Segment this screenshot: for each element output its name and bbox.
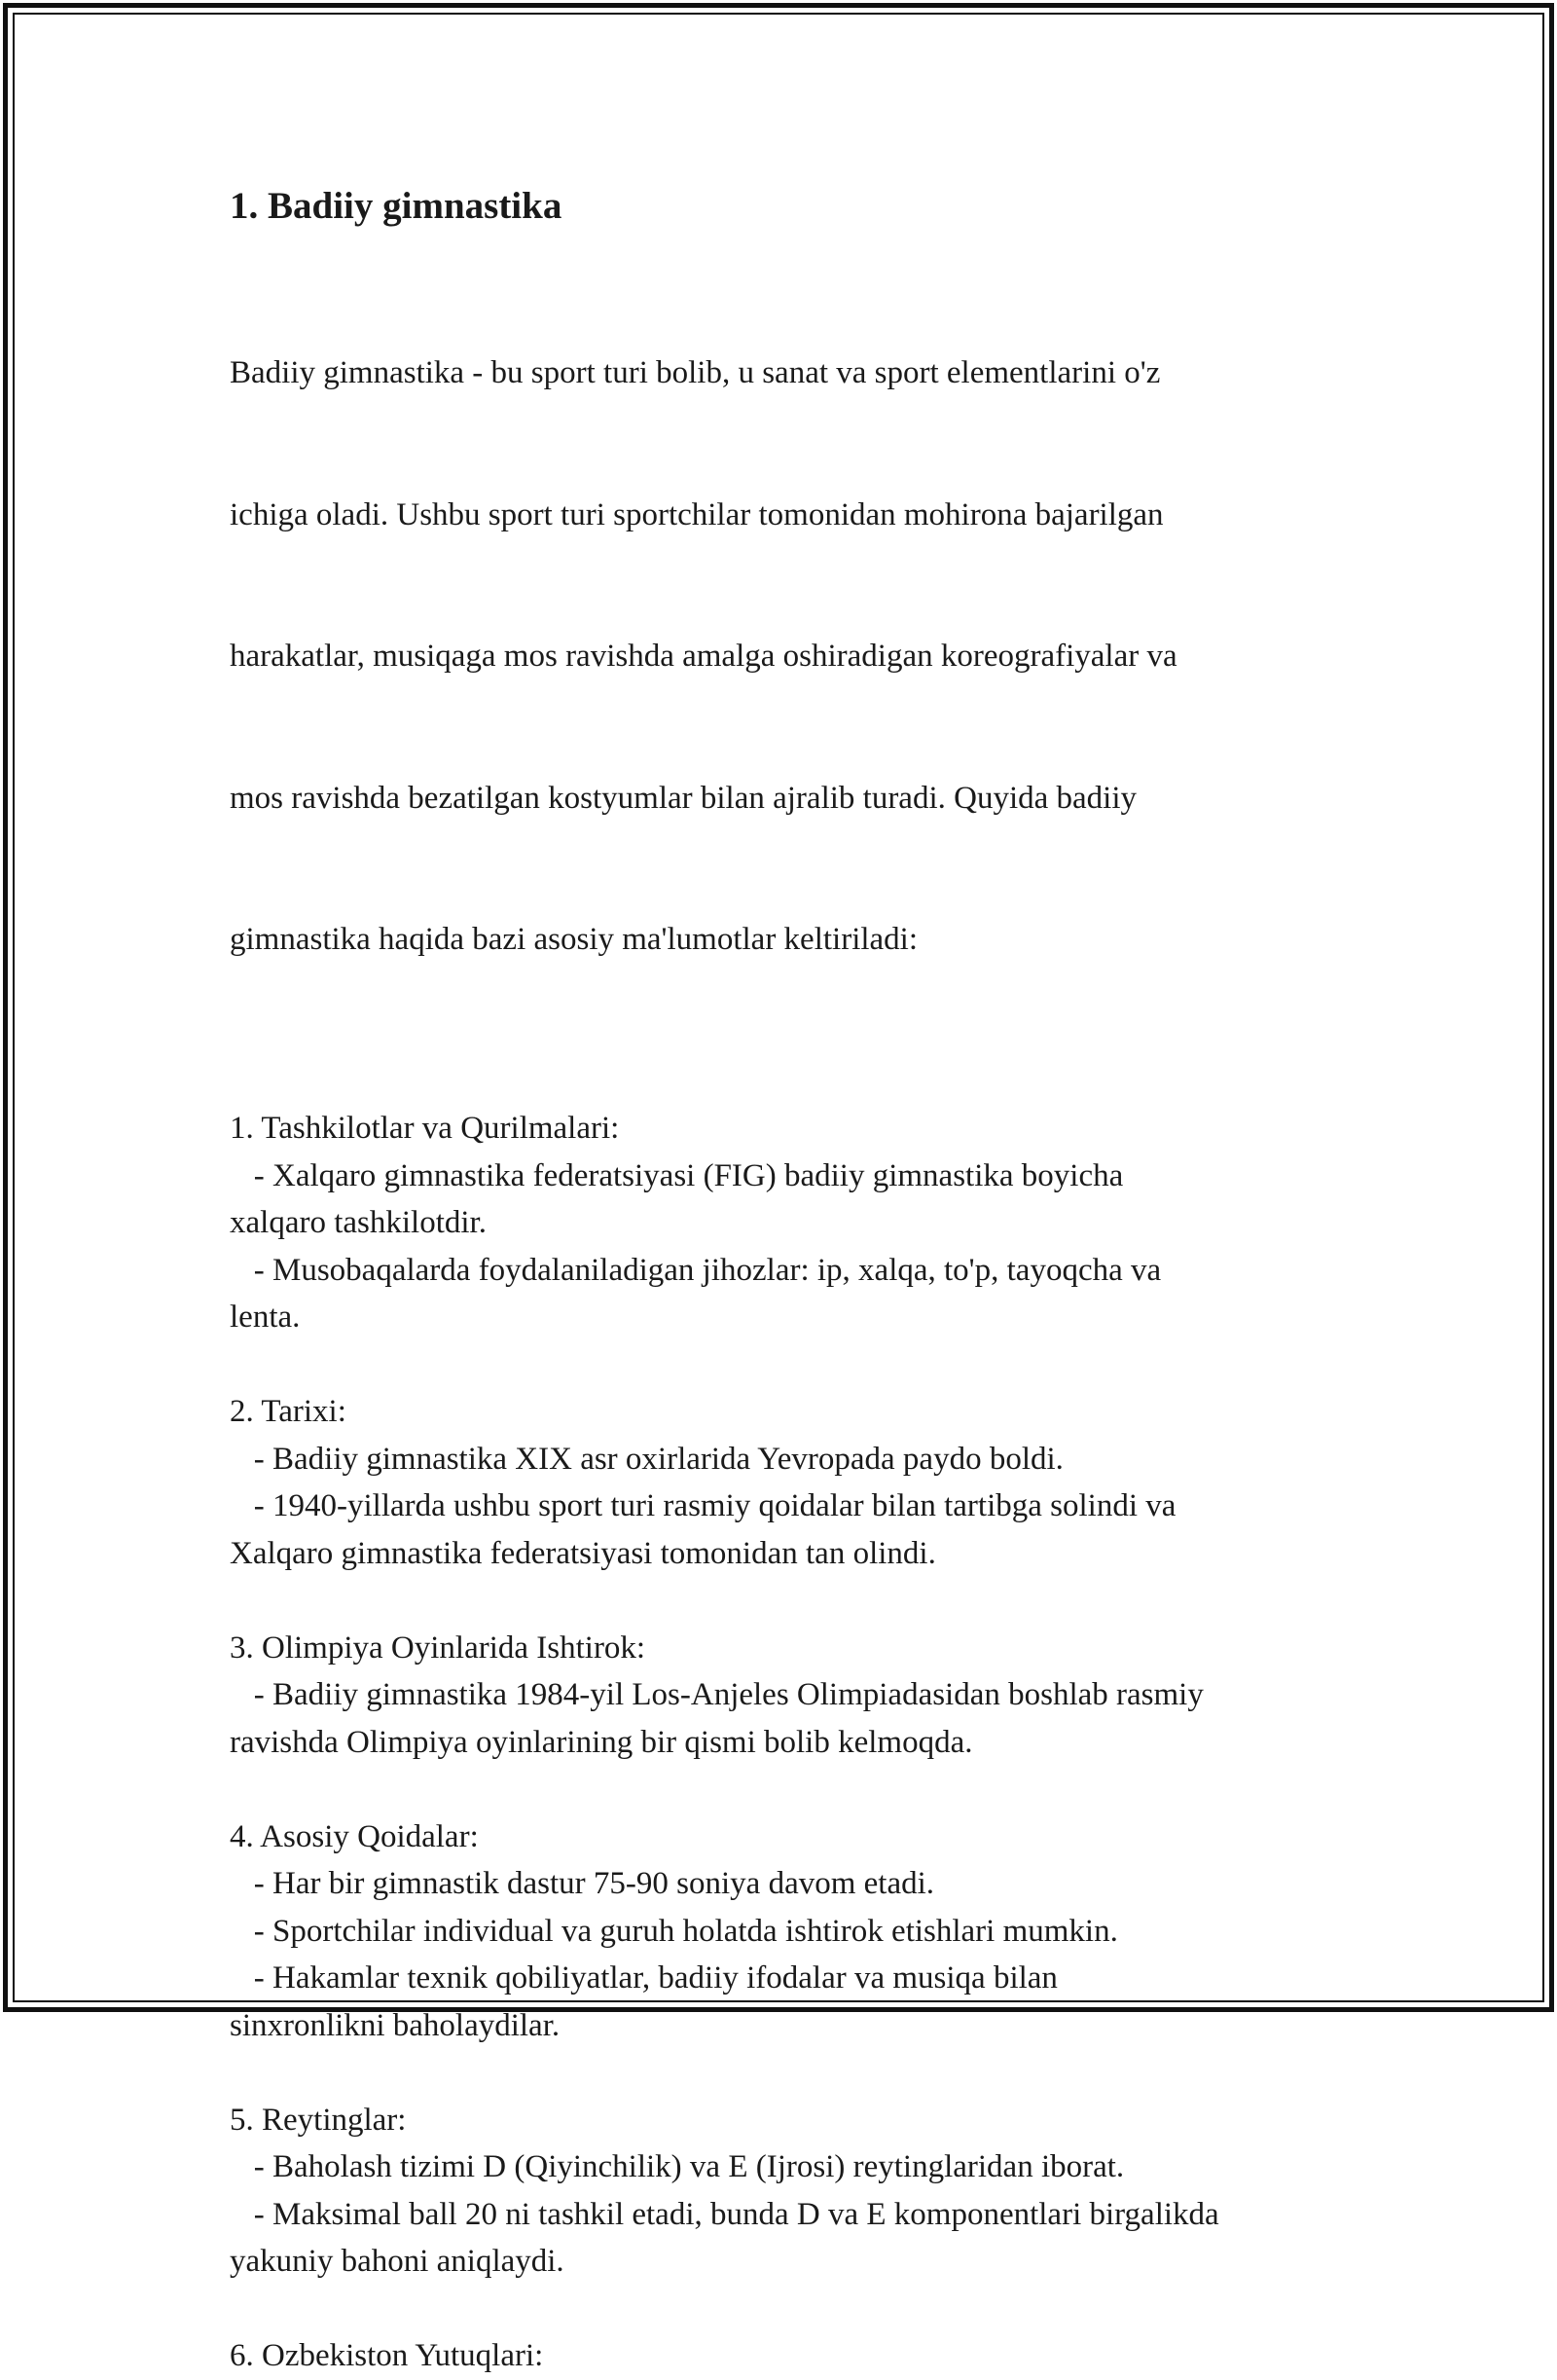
bullet-item: - Maksimal ball 20 ni tashkil etadi, bunda D va E komponentlari birgalikda: [253, 2196, 1219, 2232]
intro-paragraph: [230, 255, 1349, 1058]
sections-list: [230, 1058, 1349, 2380]
bullet-item: - Xalqaro gimnastika federatsiyasi (FIG) badiiy gimnastika boyicha: [253, 1157, 1124, 1193]
intro-line: harakatlar, musiqaga mos ravishda amalga oshiradigan koreografiyalar va: [230, 639, 1177, 674]
section-spacer: [230, 1341, 1349, 1389]
bullet-item: - Sportchilar individual va guruh holatda ishtirok etishlari mumkin.: [253, 1913, 1118, 1949]
section-heading: 1. Tashkilotlar va Qurilmalari:: [230, 1111, 620, 1146]
bullet-continuation: lenta.: [230, 1300, 301, 1335]
bullet-item: - Musobaqalarda foydalaniladigan jihozlar: ip, xalqa, to'p, tayoqcha va: [253, 1252, 1162, 1288]
bullet-continuation: sinxronlikni baholaydilar.: [230, 2007, 561, 2043]
section-4: [230, 1813, 1349, 2050]
section-spacer: [230, 2286, 1349, 2333]
bullet-item: - Hakamlar texnik qobiliyatlar, badiiy ifodalar va musiqa bilan: [253, 1960, 1058, 1996]
bullet-item: - 1940-yillarda ushbu sport turi rasmiy qoidalar bilan tartibga solindi va: [253, 1488, 1177, 1523]
bullet-item: - Har bir gimnastik dastur 75-90 soniya davom etadi.: [253, 1866, 935, 1901]
section-1: [230, 1105, 1349, 1341]
section-5: [230, 2097, 1349, 2286]
section-spacer: [230, 1577, 1349, 1625]
bullet-continuation: ravishda Olimpiya oyinlarining bir qismi bolib kelmoqda.: [230, 1724, 973, 1760]
section-spacer: [230, 2049, 1349, 2097]
intro-line: mos ravishda bezatilgan kostyumlar bilan ajralib turadi. Quyida badiiy: [230, 780, 1138, 816]
section-heading: 5. Reytinglar:: [230, 2102, 407, 2138]
section-heading: 6. Ozbekiston Yutuqlari:: [230, 2338, 544, 2373]
section-heading: 2. Tarixi:: [230, 1394, 346, 1429]
bullet-continuation: xalqaro tashkilotdir.: [230, 1205, 487, 1240]
bullet-continuation: Xalqaro gimnastika federatsiyasi tomonidan tan olindi.: [230, 1535, 936, 1571]
intro-line: ichiga oladi. Ushbu sport turi sportchilar tomonidan mohirona bajarilgan: [230, 496, 1164, 532]
section-spacer: [230, 1058, 1349, 1106]
bullet-continuation: yakuniy bahoni aniqlaydi.: [230, 2244, 564, 2279]
document-body: [230, 181, 1349, 2380]
section-heading: 3. Olimpiya Oyinlarida Ishtirok:: [230, 1629, 646, 1666]
intro-line: gimnastika haqida bazi asosiy ma'lumotlar keltiriladi:: [230, 922, 919, 957]
section-spacer: [230, 1766, 1349, 1813]
bullet-item: - Badiiy gimnastika XIX asr oxirlarida Yevropada paydo boldi.: [253, 1441, 1064, 1477]
bullet-item: - Baholash tizimi D (Qiyinchilik) va E (Ijrosi) reytinglaridan iborat.: [253, 2149, 1125, 2184]
section-6: [230, 2332, 1349, 2380]
section-heading: 4. Asosiy Qoidalar:: [230, 1818, 479, 1854]
bullet-item: - Badiiy gimnastika 1984-yil Los-Anjeles Olimpiadasidan boshlab rasmiy: [253, 1677, 1204, 1712]
document-title: 1. Badiiy gimnastika: [230, 185, 562, 227]
section-3: [230, 1625, 1349, 1767]
intro-line: Badiiy gimnastika - bu sport turi bolib, u sanat va sport elementlarini o'z: [230, 355, 1161, 390]
section-2: [230, 1388, 1349, 1577]
